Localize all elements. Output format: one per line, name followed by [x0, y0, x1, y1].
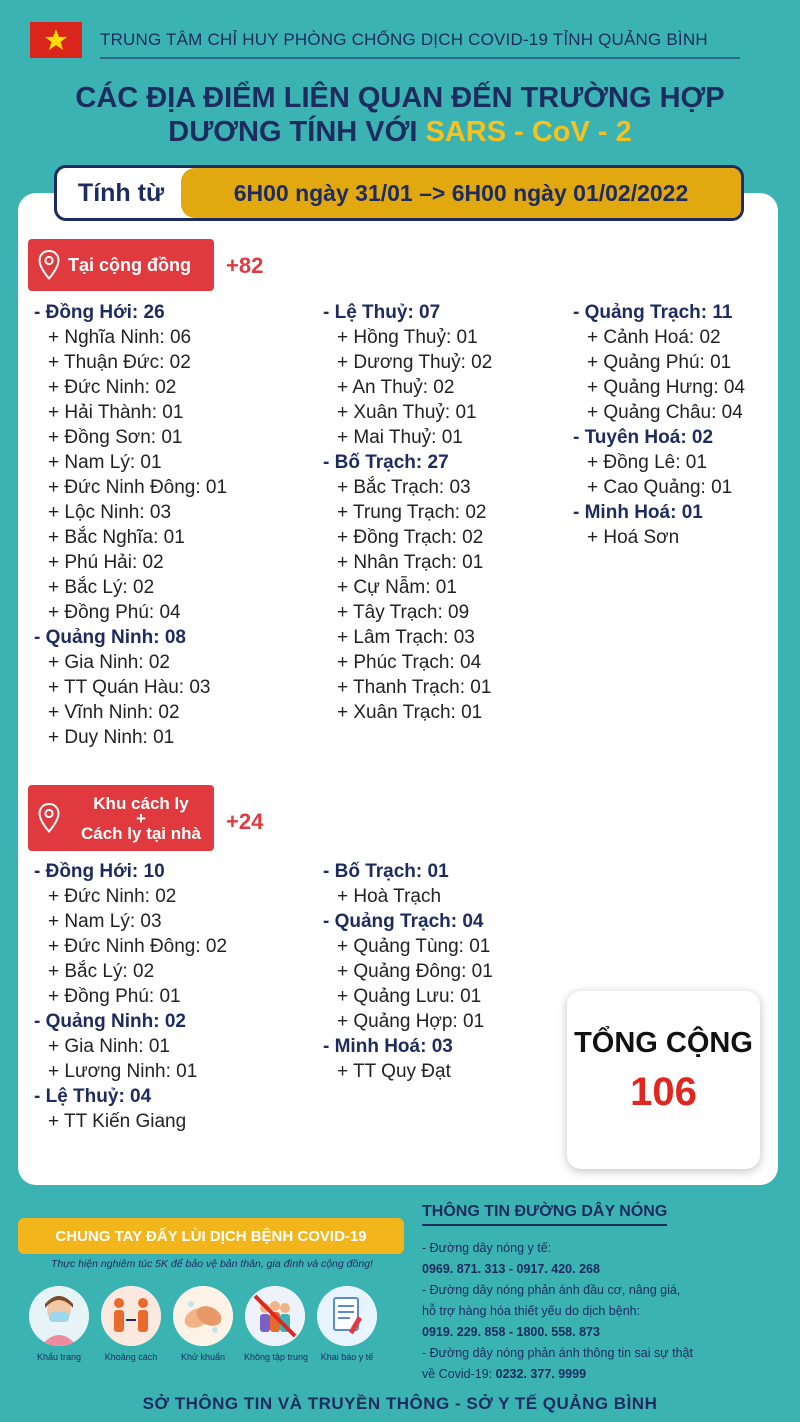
location-item: + Bắc Trạch: 03: [337, 477, 471, 498]
no-gathering-icon: [245, 1286, 305, 1346]
quarantine-tag-label: [68, 793, 214, 843]
location-item: + Cự Nẫm: 01: [337, 577, 457, 598]
divider: [100, 57, 740, 59]
page-title: CÁC ĐỊA ĐIỂM LIÊN QUAN ĐẾN TRƯỜNG HỢP: [75, 82, 725, 114]
location-item: + Đồng Trạch: 02: [337, 527, 484, 548]
district-heading: - Lệ Thuỷ: 04: [34, 1086, 152, 1107]
health-declaration-label: Khai báo y tế: [320, 1352, 374, 1362]
hotline-line: - Đường dây nóng phản ánh thông tin sai sự thật: [422, 1346, 693, 1360]
location-item: + Nam Lý: 01: [48, 452, 162, 473]
hotline-text: về Covid-19:: [422, 1367, 496, 1381]
location-item: + TT Quán Hàu: 03: [48, 677, 211, 698]
location-item: + Mai Thuỷ: 01: [337, 427, 463, 448]
district-heading: - Quảng Ninh: 08: [34, 627, 186, 648]
location-item: + Dương Thuỷ: 02: [337, 352, 493, 373]
location-item: + Quảng Hưng: 04: [587, 377, 745, 398]
location-pin-icon: [38, 250, 60, 280]
district-heading: - Tuyên Hoá: 02: [573, 427, 714, 448]
quarantine-count: +24: [226, 809, 264, 834]
location-item: + Lương Ninh: 01: [48, 1061, 198, 1082]
hotline-numbers: 0919. 229. 858 - 1800. 558. 873: [422, 1325, 600, 1339]
period-range: 6H00 ngày 31/01 –> 6H00 ngày 01/02/2022: [181, 168, 741, 218]
location-item: + Nam Lý: 03: [48, 911, 162, 932]
header: [0, 0, 800, 180]
location-item: + Đồng Phú: 04: [48, 602, 181, 623]
community-count: +82: [226, 253, 264, 278]
community-column-2: [323, 300, 492, 725]
district-heading: - Minh Hoá: 01: [573, 502, 703, 523]
location-item: + Trung Trạch: 02: [337, 502, 487, 523]
quarantine-column-1: [34, 859, 227, 1134]
distancing-icon: [101, 1286, 161, 1346]
page-subtitle: [0, 116, 800, 149]
sanitize-item: [172, 1286, 234, 1362]
location-pin-icon: [38, 803, 60, 833]
hotline-title: THÔNG TIN ĐƯỜNG DÂY NÓNG: [422, 1203, 667, 1226]
location-item: + Thuận Đức: 02: [48, 352, 191, 373]
district-heading: - Lệ Thuỷ: 07: [323, 302, 441, 323]
hotline-info: [422, 1238, 792, 1385]
health-declaration-item: [316, 1286, 378, 1362]
location-item: + Gia Ninh: 02: [48, 652, 170, 673]
distancing-item: [100, 1286, 162, 1362]
total-label: TỔNG CỘNG: [574, 1027, 753, 1059]
location-item: + Đức Ninh: 02: [48, 886, 177, 907]
district-heading: - Bố Trạch: 27: [323, 452, 449, 473]
mask-label: Khẩu trang: [36, 1352, 82, 1362]
hotline-line: [422, 1364, 792, 1385]
community-tag: [28, 239, 214, 291]
virus-name: SARS - CoV - 2: [425, 116, 632, 148]
location-item: + Phú Hải: 02: [48, 552, 164, 573]
location-item: + Quảng Lưu: 01: [337, 986, 482, 1007]
district-heading: - Quảng Trạch: 04: [323, 911, 484, 932]
location-item: + Nhân Trạch: 01: [337, 552, 484, 573]
location-item: + Tây Trạch: 09: [337, 602, 470, 623]
hotline-line: hỗ trợ hàng hóa thiết yếu do dịch bệnh:: [422, 1304, 641, 1318]
quarantine-tag-line3: Cách ly tại nhà: [81, 823, 201, 843]
quarantine-tag: [28, 785, 214, 851]
location-item: + Bắc Lý: 02: [48, 577, 155, 598]
mask-item: [28, 1286, 90, 1362]
location-item: + Hoá Sơn: [587, 527, 680, 548]
district-heading: - Đồng Hới: 10: [34, 861, 165, 882]
total-box: [567, 991, 760, 1169]
location-item: + TT Quy Đạt: [337, 1061, 451, 1082]
period-box: [54, 165, 744, 221]
campaign-subtitle: Thực hiện nghiêm túc 5K để bảo vệ bản thân, gia đình và cộng đồng!: [51, 1258, 373, 1270]
hand-wash-icon: [173, 1286, 233, 1346]
hotline-line: - Đường dây nóng y tế:: [422, 1241, 552, 1255]
location-item: + Duy Ninh: 01: [48, 727, 175, 748]
location-item: + Xuân Trạch: 01: [337, 702, 483, 723]
location-item: + Quảng Phú: 01: [587, 352, 732, 373]
face-mask-icon: [29, 1286, 89, 1346]
location-item: + Hồng Thuỷ: 01: [337, 327, 478, 348]
location-item: + Nghĩa Ninh: 06: [48, 327, 192, 348]
location-item: + An Thuỷ: 02: [337, 377, 455, 398]
vietnam-flag-icon: [30, 22, 82, 58]
5k-icons: [28, 1286, 388, 1376]
location-item: + Đức Ninh Đông: 01: [48, 477, 228, 498]
location-item: + TT Kiến Giang: [48, 1111, 187, 1132]
location-item: + Đức Ninh Đông: 02: [48, 936, 228, 957]
location-item: + Lâm Trạch: 03: [337, 627, 475, 648]
location-item: + Vĩnh Ninh: 02: [48, 702, 180, 723]
location-item: + Thanh Trạch: 01: [337, 677, 492, 698]
location-item: + Đồng Lê: 01: [587, 452, 707, 473]
quarantine-tag-line2: +: [136, 808, 146, 828]
footer: SỞ THÔNG TIN VÀ TRUYỀN THÔNG - SỞ Y TẾ QUẢNG BÌNH: [142, 1394, 658, 1413]
quarantine-column-2: [323, 859, 493, 1084]
location-item: + Bắc Nghĩa: 01: [48, 527, 185, 548]
district-heading: - Minh Hoá: 03: [323, 1036, 453, 1057]
location-item: + Gia Ninh: 01: [48, 1036, 170, 1057]
organization-name: TRUNG TÂM CHỈ HUY PHÒNG CHỐNG DỊCH COVID-19 TỈNH QUẢNG BÌNH: [100, 30, 708, 49]
location-item: + Hải Thành: 01: [48, 402, 184, 423]
location-item: + Đồng Phú: 01: [48, 986, 181, 1007]
location-item: + Đức Ninh: 02: [48, 377, 177, 398]
location-item: + Quảng Châu: 04: [587, 402, 743, 423]
district-heading: - Đồng Hới: 26: [34, 302, 165, 323]
sanitize-label: Khử khuẩn: [180, 1352, 226, 1362]
campaign-banner: CHUNG TAY ĐẨY LÙI DỊCH BỆNH COVID-19: [18, 1218, 404, 1254]
location-item: + Đồng Sơn: 01: [48, 427, 183, 448]
distancing-label: Khoảng cách: [104, 1352, 158, 1362]
period-label: Tính từ: [77, 178, 165, 207]
community-column-3: [573, 300, 745, 550]
location-item: + Xuân Thuỷ: 01: [337, 402, 477, 423]
location-item: + Cao Quảng: 01: [587, 477, 733, 498]
location-item: + Quảng Đông: 01: [337, 961, 493, 982]
district-heading: - Quảng Trạch: 11: [573, 302, 733, 323]
location-item: + Lộc Ninh: 03: [48, 502, 172, 523]
community-column-1: [34, 300, 227, 750]
hotline-line: - Đường dây nóng phản ánh đầu cơ, nâng giá,: [422, 1283, 681, 1297]
location-item: + Bắc Lý: 02: [48, 961, 155, 982]
subtitle-text: DƯƠNG TÍNH VỚI: [168, 116, 426, 148]
district-heading: - Bố Trạch: 01: [323, 861, 449, 882]
total-value: 106: [630, 1070, 697, 1114]
community-tag-label: Tại cộng đồng: [68, 254, 191, 275]
district-heading: - Quảng Ninh: 02: [34, 1011, 186, 1032]
no-gathering-item: [244, 1286, 309, 1362]
hotline-number: 0232. 377. 9999: [495, 1367, 587, 1381]
health-declaration-icon: [317, 1286, 377, 1346]
location-item: + Hoà Trạch: [337, 886, 442, 907]
quarantine-tag-line1: Khu cách ly: [93, 793, 189, 813]
no-gathering-label: Không tập trung: [244, 1352, 309, 1362]
location-item: + Cảnh Hoá: 02: [587, 327, 721, 348]
hotline-numbers: 0969. 871. 313 - 0917. 420. 268: [422, 1262, 600, 1276]
location-item: + Quảng Tùng: 01: [337, 936, 491, 957]
location-item: + Phúc Trạch: 04: [337, 652, 482, 673]
location-item: + Quảng Hợp: 01: [337, 1011, 485, 1032]
